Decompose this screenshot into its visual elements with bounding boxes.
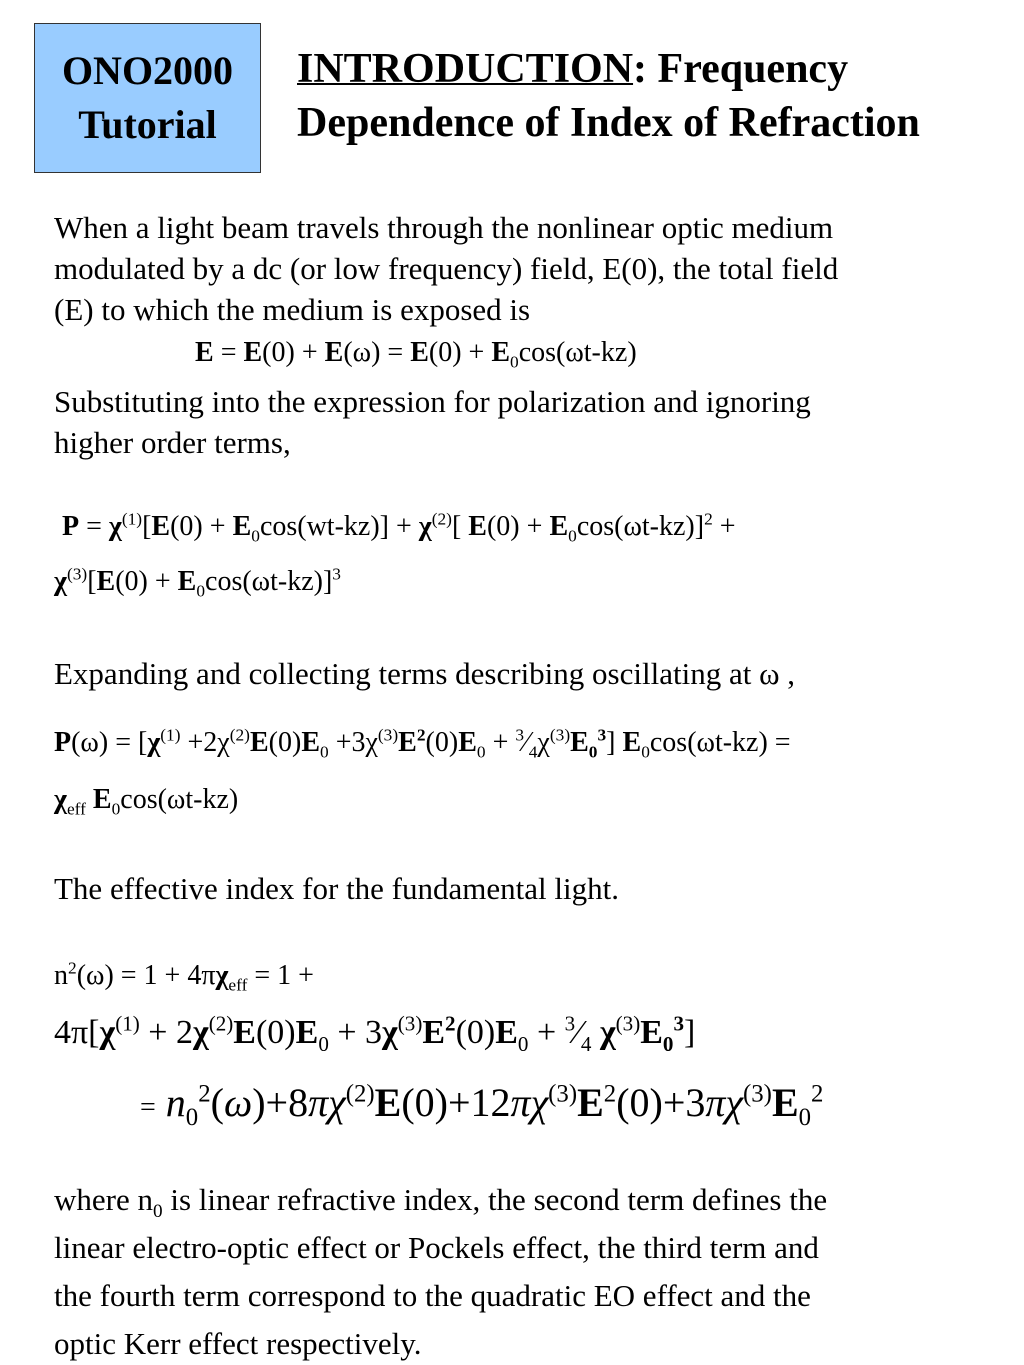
para5-line3: the fourth term correspond to the quadratic EO effect and the [54, 1278, 811, 1313]
para1-line3: (E) to which the medium is exposed is [54, 292, 531, 327]
para2-line1: Substituting into the expression for polarization and ignoring [54, 384, 811, 419]
equation-index-line2: $4\pi[\chi^{(1)} + 2\chi^{(2)}E(0)E_0 + 3\chi^{(3)}E^2(0)E_0$ + $^3⁄_4$ $\chi^{(3)}E_0^3$] [54, 1011, 696, 1056]
para5-line1: where $n_0$ is linear refractive index, the second term defines the [54, 1182, 828, 1223]
para2-line2: higher order terms, [54, 425, 291, 460]
equation-p-omega-line1: $P(\omega) = [\chi^{(1)} +2\chi^{(2)}E(0)E_0 +3\chi^{(3)}E^2(0)E_0$ + $^3⁄_4\chi^{(3)}E_0^3$] $E_0\cos(\omega t-kz)$ = [54, 725, 791, 762]
badge-line2: Tutorial [78, 102, 217, 147]
equation-total-field: $E = E(0) + E(\omega) = E(0) + E_0\cos(\omega t-kz)$ [195, 337, 637, 372]
para5-line2: linear electro-optic effect or Pockels effect, the third term and [54, 1230, 819, 1265]
title-rest: : Frequency [633, 46, 849, 92]
equation-p-omega-line2: $\chi_{eff}$ $E_0\cos(\omega t-kz)$ [54, 784, 239, 819]
equation-polarization-line1: $P = \chi^{(1)}[E(0) + E_0\cos(wt-kz)] + \chi^{(2)}$[ $E(0) + E_0\cos(\omega t-kz)]^2$ + [62, 509, 736, 546]
equation-index-line3: = $n_0^2(\omega)+8\pi\chi^{(2)}E(0)+12\pi\chi^{(3)}E^2(0)+3\pi\chi^{(3)}E_0^2$ [140, 1080, 824, 1131]
para1-line1: When a light beam travels through the nonlinear optic medium [54, 210, 834, 245]
badge-line1: ONO2000 [61, 48, 234, 93]
para4: The effective index for the fundamental light. [54, 871, 619, 906]
title-line2: Dependence of Index of Refraction [297, 100, 920, 146]
para1-line2: modulated by a dc (or low frequency) field, E(0), the total field [54, 251, 839, 286]
equation-index-line1: $n^2(\omega) = 1 + 4\pi\chi_{eff} = 1$ + [54, 958, 314, 995]
equation-polarization-line2: $\chi^{(3)}[E(0) + E_0\cos(\omega t-kz)]^3$ [54, 564, 341, 601]
page-title [297, 42, 997, 150]
title-intro: INTRODUCTION [297, 46, 634, 92]
para5-line4: optic Kerr effect respectively. [54, 1326, 422, 1361]
para3: Expanding and collecting terms describing oscillating at ω , [54, 656, 795, 691]
tutorial-badge [34, 23, 261, 173]
